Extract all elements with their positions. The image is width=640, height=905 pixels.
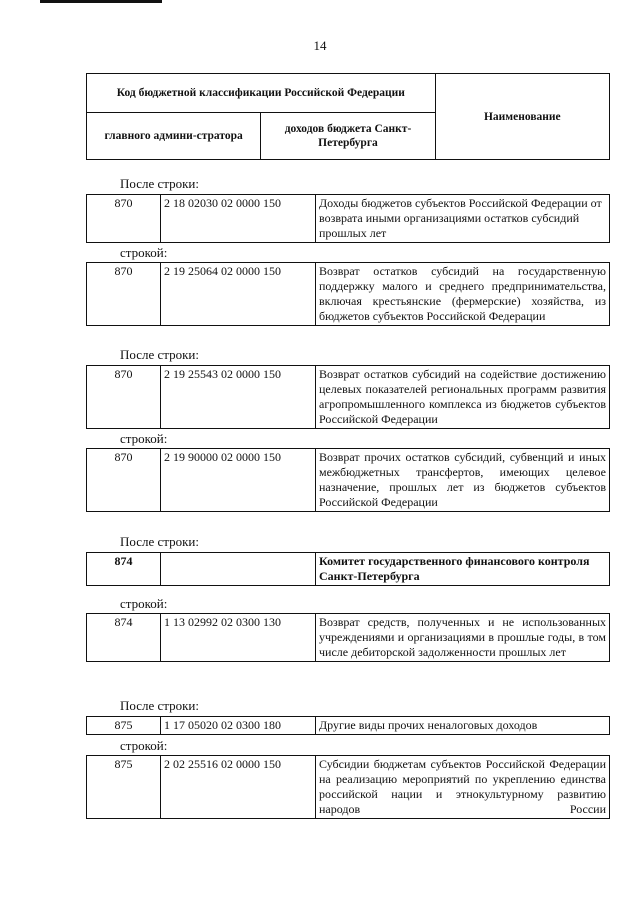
page-number: 14 bbox=[313, 38, 327, 53]
after-row-table bbox=[86, 194, 610, 243]
kbk-code: 2 19 90000 02 0000 150 bbox=[161, 449, 316, 512]
after-label: После строки: bbox=[120, 176, 199, 191]
after-row-table bbox=[86, 716, 610, 735]
admin-code: 870 bbox=[87, 263, 161, 326]
header-admin: главного админи-стратора bbox=[87, 113, 261, 160]
top-rule bbox=[40, 0, 162, 3]
admin-code: 870 bbox=[87, 366, 161, 429]
table-row bbox=[87, 614, 610, 662]
with-label: строкой: bbox=[120, 738, 168, 753]
row-name: Возврат средств, полученных и не использованных учреждениями и организациями в прошлые годы, в том числе дебиторской задолженности прошлых лет bbox=[316, 614, 610, 662]
row-name: Доходы бюджетов субъектов Российской Федерации от возврата иными организациями остатков субсидий прошлых лет bbox=[316, 195, 610, 243]
header-kbk: Код бюджетной классификации Российской Федерации bbox=[87, 74, 436, 113]
table-row bbox=[87, 366, 610, 429]
with-label: строкой: bbox=[120, 431, 168, 446]
row-name: Субсидии бюджетам субъектов Российской Федерации на реализацию мероприятий по укреплению единства российской нации и этнокультурному развитию народов России bbox=[316, 756, 610, 819]
table-row bbox=[87, 553, 610, 586]
after-label: После строки: bbox=[120, 534, 199, 549]
kbk-code: 1 13 02992 02 0300 130 bbox=[161, 614, 316, 662]
with-label: строкой: bbox=[120, 245, 168, 260]
admin-code: 875 bbox=[87, 717, 161, 735]
table-row bbox=[87, 263, 610, 326]
kbk-code: 2 02 25516 02 0000 150 bbox=[161, 756, 316, 819]
kbk-code: 1 17 05020 02 0300 180 bbox=[161, 717, 316, 735]
row-name: Возврат прочих остатков субсидий, субвенций и иных межбюджетных трансфертов, имеющих целевое назначение, прошлых лет из бюджетов субъектов Российской Федерации bbox=[316, 449, 610, 512]
admin-code: 870 bbox=[87, 195, 161, 243]
header-income: доходов бюджета Санкт-Петербурга bbox=[261, 113, 435, 160]
header-table bbox=[86, 73, 610, 160]
table-row bbox=[87, 449, 610, 512]
kbk-code: 2 19 25064 02 0000 150 bbox=[161, 263, 316, 326]
table-row bbox=[87, 756, 610, 819]
after-row-table bbox=[86, 552, 610, 586]
row-name: Другие виды прочих неналоговых доходов bbox=[316, 717, 610, 735]
with-row-table bbox=[86, 755, 610, 819]
with-label: строкой: bbox=[120, 596, 168, 611]
with-row-table bbox=[86, 262, 610, 326]
table-row bbox=[87, 195, 610, 243]
admin-code: 874 bbox=[87, 553, 161, 586]
row-name: Возврат остатков субсидий на государственную поддержку малого и среднего предпринимательства, включая крестьянские (фермерские) хозяйства, из бюджетов субъектов Российской Федерации bbox=[316, 263, 610, 326]
kbk-code bbox=[161, 553, 316, 586]
after-label: После строки: bbox=[120, 698, 199, 713]
admin-code: 874 bbox=[87, 614, 161, 662]
after-label: После строки: bbox=[120, 347, 199, 362]
row-name: Возврат остатков субсидий на содействие достижению целевых показателей региональных программ развития агропромышленного комплекса из бюджетов субъектов Российской Федерации bbox=[316, 366, 610, 429]
admin-code: 875 bbox=[87, 756, 161, 819]
header-name: Наименование bbox=[435, 74, 609, 160]
kbk-code: 2 18 02030 02 0000 150 bbox=[161, 195, 316, 243]
row-name: Комитет государственного финансового контроля Санкт-Петербурга bbox=[316, 553, 610, 586]
after-row-table bbox=[86, 365, 610, 429]
with-row-table bbox=[86, 448, 610, 512]
admin-code: 870 bbox=[87, 449, 161, 512]
with-row-table bbox=[86, 613, 610, 662]
kbk-code: 2 19 25543 02 0000 150 bbox=[161, 366, 316, 429]
table-row bbox=[87, 717, 610, 735]
